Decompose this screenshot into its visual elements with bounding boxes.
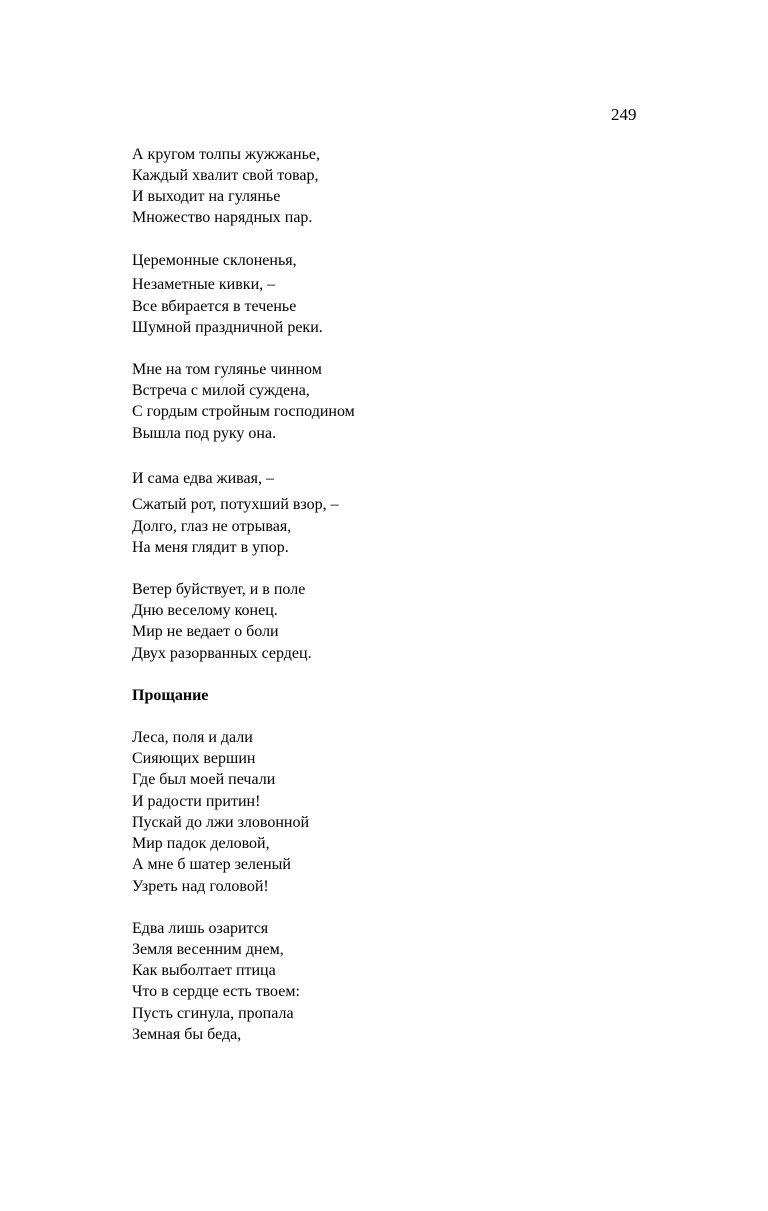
verse-line: Мне на том гулянье чинном bbox=[132, 361, 322, 378]
verse-line: Шумной праздничной реки. bbox=[132, 319, 323, 336]
verse-line: Леса, поля и дали bbox=[132, 729, 253, 746]
verse-line: И радости притин! bbox=[132, 793, 261, 810]
verse-line: Множество нарядных пар. bbox=[132, 209, 313, 226]
verse-line: А мне б шатер зеленый bbox=[132, 856, 291, 873]
verse-line: Каждый хвалит свой товар, bbox=[132, 167, 319, 184]
verse-line: С гордым стройным господином bbox=[132, 403, 355, 420]
verse-line: А кругом толпы жужжанье, bbox=[132, 146, 320, 163]
verse-line: Пусть сгинула, пропала bbox=[132, 1005, 294, 1022]
verse-line: Мир не ведает о боли bbox=[132, 623, 279, 640]
verse-line: Пускай до лжи зловонной bbox=[132, 814, 310, 831]
verse-line: Все вбирается в теченье bbox=[132, 298, 297, 315]
verse-line: Едва лишь озарится bbox=[132, 920, 269, 937]
verse-line: И сама едва живая, – bbox=[132, 470, 274, 487]
verse-line: Ветер буйствует, и в поле bbox=[132, 581, 306, 598]
verse-line: Узреть над головой! bbox=[132, 878, 269, 895]
verse-line: Как выболтает птица bbox=[132, 962, 276, 979]
verse-line: Что в сердце есть твоем: bbox=[132, 983, 300, 1000]
verse-line: Двух разорванных сердец. bbox=[132, 645, 312, 662]
verse-line: Церемонные склоненья, bbox=[132, 252, 297, 269]
verse-line: И выходит на гулянье bbox=[132, 188, 281, 205]
verse-line: Незаметные кивки, – bbox=[132, 276, 276, 293]
verse-line: Долго, глаз не отрывая, bbox=[132, 518, 292, 535]
verse-line: Где был моей печали bbox=[132, 771, 276, 788]
poem-title: Прощание bbox=[132, 687, 209, 704]
verse-line: На меня глядит в упор. bbox=[132, 539, 289, 556]
verse-line: Сжатый рот, потухший взор, – bbox=[132, 496, 339, 513]
page-number: 249 bbox=[611, 105, 637, 124]
verse-line: Сияющих вершин bbox=[132, 750, 256, 767]
verse-line: Дню веселому конец. bbox=[132, 602, 278, 619]
verse-line: Земля весенним днем, bbox=[132, 941, 284, 958]
verse-line: Встреча с милой суждена, bbox=[132, 382, 310, 399]
verse-line: Мир падок деловой, bbox=[132, 835, 270, 852]
verse-line: Вышла под руку она. bbox=[132, 425, 277, 442]
verse-line: Земная бы беда, bbox=[132, 1026, 242, 1043]
